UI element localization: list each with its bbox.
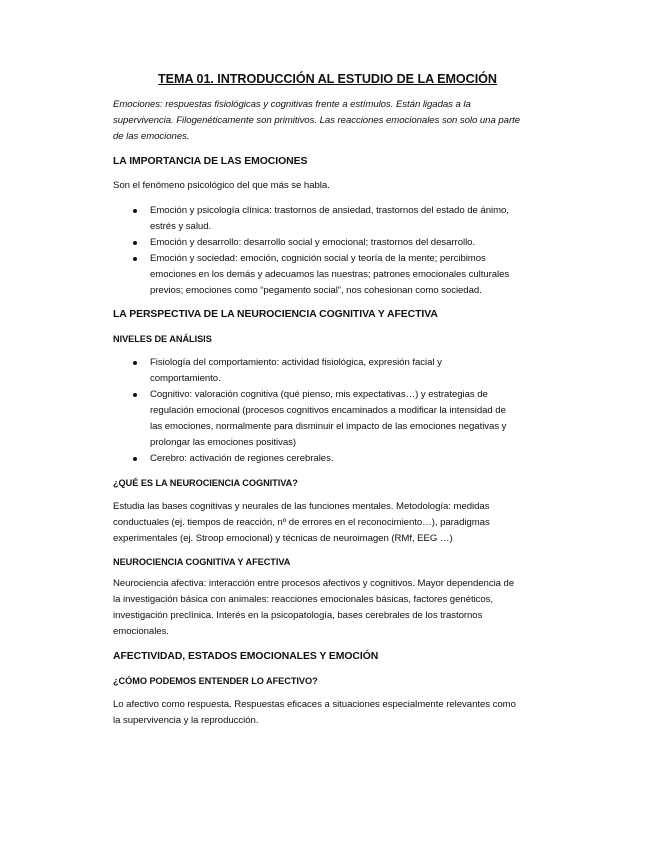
- subsection-heading: ¿QUÉ ES LA NEUROCIENCIA COGNITIVA?: [113, 478, 298, 488]
- list-item-continuation: emociones en los demás y adecuamos las nuestras; patrones emocionales culturales: [150, 269, 510, 280]
- list-item-continuation: previos; emociones como “pegamento social”, nos cohesionan como sociedad.: [150, 285, 482, 296]
- text-line: de las emociones.: [113, 131, 190, 142]
- list-item: Fisiología del comportamiento: actividad fisiológica, expresión facial y: [150, 357, 442, 368]
- section-heading: LA IMPORTANCIA DE LAS EMOCIONES: [113, 156, 308, 167]
- text-line: Lo afectivo como respuesta. Respuestas eficaces a situaciones especialmente relevantes como: [113, 699, 516, 710]
- bullet-icon: [133, 393, 137, 397]
- list-item: Emoción y sociedad: emoción, cognición social y teoría de la mente; percibimos: [150, 253, 486, 264]
- section-heading: AFECTIVIDAD, ESTADOS EMOCIONALES Y EMOCIÓN: [113, 651, 379, 662]
- subsection-heading: ¿CÓMO PODEMOS ENTENDER LO AFECTIVO?: [113, 676, 318, 686]
- document-title: TEMA 01. INTRODUCCIÓN AL ESTUDIO DE LA EMOCIÓN: [158, 72, 497, 86]
- list-item: Emoción y desarrollo: desarrollo social y emocional; trastornos del desarrollo.: [150, 237, 476, 248]
- text-line: supervivencia. Filogenéticamente son primitivos. Las reacciones emocionales son solo una parte: [113, 115, 520, 126]
- text-line: Estudia las bases cognitivas y neurales de las funciones mentales. Metodología: medidas: [113, 501, 490, 512]
- text-line: conductuales (ej. tiempos de reacción, nº de errores en el reconocimiento…), paradigmas: [113, 517, 490, 528]
- list-item: Cerebro: activación de regiones cerebrales.: [150, 453, 334, 464]
- bullet-icon: [133, 241, 137, 245]
- text-line: experimentales (ej. Stroop emocional) y técnicas de neuroimagen (RMf, EEG …): [113, 533, 453, 544]
- list-item-continuation: las emociones, normalmente para disminuir el impacto de las emociones negativas y: [150, 421, 507, 432]
- text-line: la supervivencia y la reproducción.: [113, 715, 259, 726]
- list-item-continuation: regulación emocional (procesos cognitivos encaminados a modificar la intensidad de: [150, 405, 506, 416]
- list-item: Emoción y psicología clínica: trastornos de ansiedad, trastornos del estado de ánimo,: [150, 205, 509, 216]
- text-line: emocionales.: [113, 626, 169, 637]
- subsection-heading: NEUROCIENCIA COGNITIVA Y AFECTIVA: [113, 557, 291, 567]
- list-item-continuation: comportamiento.: [150, 373, 221, 384]
- text-line: Neurociencia afectiva: interacción entre procesos afectivos y cognitivos. Mayor dependencia de: [113, 578, 515, 589]
- subsection-heading: NIVELES DE ANÁLISIS: [113, 334, 212, 344]
- section-heading: LA PERSPECTIVA DE LA NEUROCIENCIA COGNITIVA Y AFECTIVA: [113, 309, 438, 320]
- bullet-icon: [133, 209, 137, 213]
- list-item: Cognitivo: valoración cognitiva (qué pienso, mis expectativas…) y estrategias de: [150, 389, 488, 400]
- list-item-continuation: estrés y salud.: [150, 221, 212, 232]
- text-line: investigación preclínica. Interés en la psicopatología, bases cerebrales de los trastornos: [113, 610, 483, 621]
- bullet-icon: [133, 361, 137, 365]
- paragraph: Son el fenómeno psicológico del que más se habla.: [113, 180, 330, 191]
- list-item-continuation: prolongar las emociones positivas): [150, 437, 297, 448]
- text-line: la investigación básica con animales: reacciones emocionales básicas, factores genéticos,: [113, 594, 494, 605]
- bullet-icon: [133, 257, 137, 261]
- bullet-icon: [133, 457, 137, 461]
- text-line: Emociones: respuestas fisiológicas y cognitivas frente a estímulos. Están ligadas a la: [113, 99, 471, 110]
